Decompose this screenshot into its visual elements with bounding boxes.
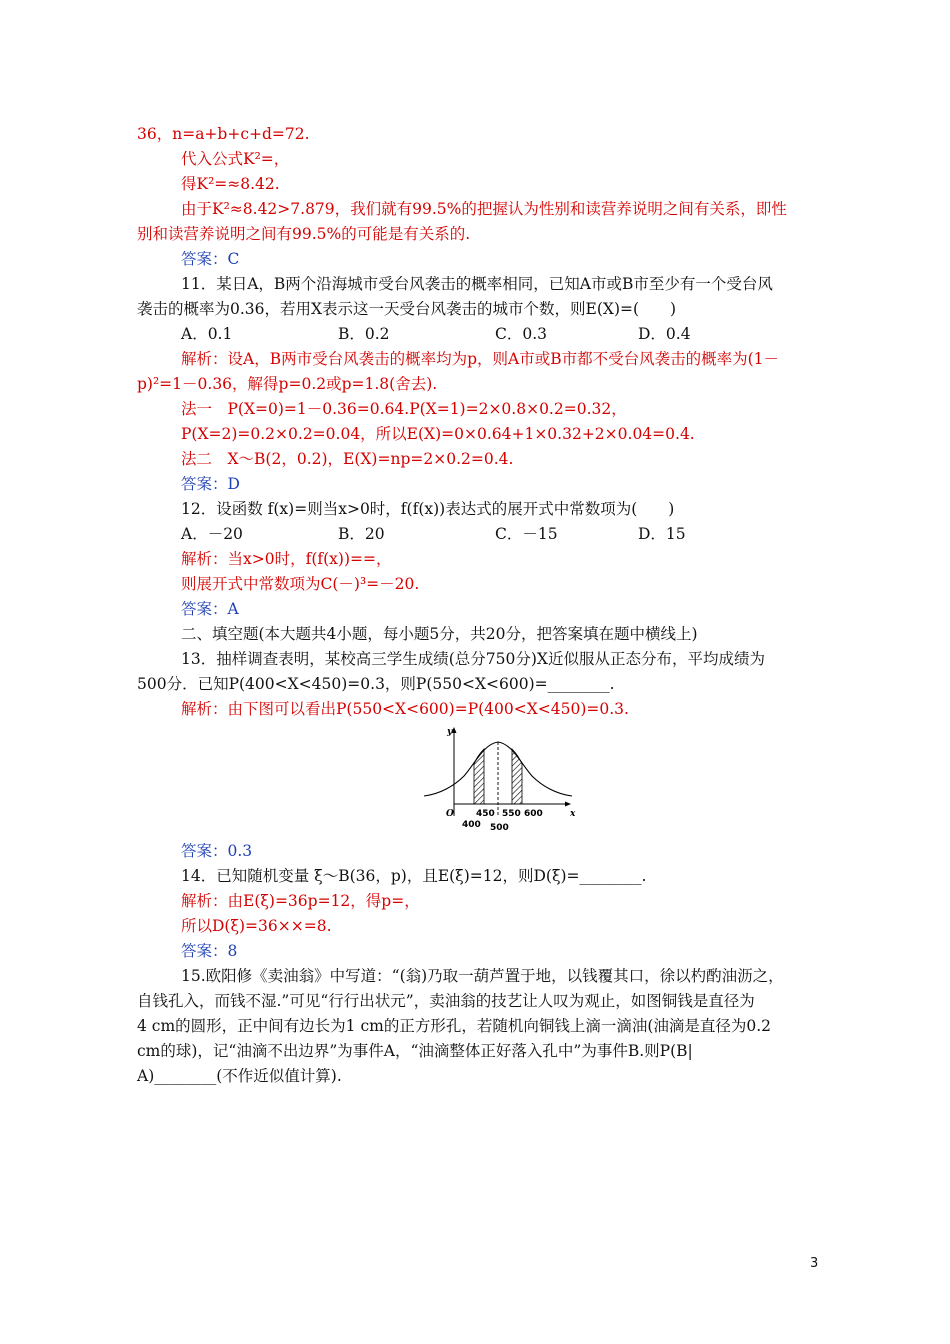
text-line: 36，n=a+b+c+d=72. (137, 125, 310, 143)
question-13: 13．抽样调查表明，某校高三学生成绩(总分750分)X近似服从正态分布，平均成绩为 (181, 650, 765, 668)
text-line: A)________(不作近似值计算). (137, 1067, 342, 1085)
solution-line: 解析：当x>0时，f(f(x))==， (181, 550, 392, 568)
x-axis-arrow (565, 802, 571, 807)
y-axis-label: y (447, 727, 453, 737)
text-line: 由于K²≈8.42>7.879，我们就有99.5%的把握认为性别和读营养说明之间有关系，即性 (181, 200, 787, 218)
text-line: 法一 P(X=0)=1－0.36=0.64.P(X=1)=2×0.8×0.2=0.32， (181, 400, 627, 418)
question-11: 11．某日A，B两个沿海城市受台风袭击的概率相同，已知A市或B市至少有一个受台风 (181, 275, 773, 293)
option-c: C．0.3 (495, 325, 548, 343)
text-line: p)²=1－0.36，解得p=0.2或p=1.8(舍去). (137, 375, 438, 393)
text-line: 则展开式中常数项为C(－)³=－20. (181, 575, 420, 593)
tick-label-600: 600 (524, 809, 543, 819)
option-c: C．－15 (495, 525, 558, 543)
answer-line: 答案：8 (181, 942, 238, 960)
tick-label-500: 500 (490, 823, 509, 833)
text-line: cm的球)，记“油滴不出边界”为事件A，“油滴整体正好落入孔中”为事件B.则P(B| (137, 1042, 693, 1060)
page-number: 3 (810, 1256, 819, 1271)
question-15: 15.欧阳修《卖油翁》中写道：“(翁)乃取一葫芦置于地，以钱覆其口，徐以杓酌油沥之， (181, 967, 784, 985)
y-axis-arrow (452, 727, 457, 733)
question-14: 14．已知随机变量 ξ～B(36，p)，且E(ξ)=12，则D(ξ)=________. (181, 867, 647, 885)
section-heading: 二、填空题(本大题共4小题，每小题5分，共20分，把答案填在题中横线上) (181, 625, 698, 643)
x-axis-label: x (570, 809, 576, 819)
option-a: A．0.1 (181, 325, 233, 343)
question-12: 12．设函数 f(x)=则当x>0时，f(f(x))表达式的展开式中常数项为( ) (181, 500, 675, 518)
option-d: D．0.4 (638, 325, 691, 343)
text-line: 别和读营养说明之间有99.5%的可能是有关系的. (137, 225, 471, 243)
shaded-region-right (512, 749, 522, 804)
option-b: B．0.2 (338, 325, 390, 343)
normal-curve-figure (418, 724, 578, 836)
text-line: 法二 X～B(2，0.2)，E(X)=np=2×0.2=0.4. (181, 450, 514, 468)
option-d: D．15 (638, 525, 686, 543)
solution-line: 解析：设A，B两市受台风袭击的概率均为p，则A市或B市都不受台风袭击的概率为(1－ (181, 350, 780, 368)
tick-label-450: 450 (476, 809, 495, 819)
solution-line: 解析：由下图可以看出P(550<X<600)=P(400<X<450)=0.3. (181, 700, 629, 718)
text-line: 袭击的概率为0.36，若用X表示这一天受台风袭击的城市个数，则E(X)=( ) (137, 300, 677, 318)
tick-label-550: 550 (502, 809, 521, 819)
answer-line: 答案：A (181, 600, 239, 618)
answer-line: 答案：C (181, 250, 240, 268)
answer-line: 答案：0.3 (181, 842, 253, 860)
shaded-region-left (474, 749, 484, 804)
text-line: 自钱孔入，而钱不湿.”可见“行行出状元”，卖油翁的技艺让人叹为观止，如图铜钱是直径为 (137, 992, 755, 1010)
solution-line: 解析：由E(ξ)=36p=12，得p=， (181, 892, 420, 910)
text-line: 500分．已知P(400<X<450)=0.3，则P(550<X<600)=________. (137, 675, 615, 693)
text-line: P(X=2)=0.2×0.2=0.04，所以E(X)=0×0.64+1×0.32+2×0.04=0.4. (181, 425, 695, 443)
answer-line: 答案：D (181, 475, 240, 493)
text-line: 代入公式K²=， (181, 150, 290, 168)
text-line: 4 cm的圆形，正中间有边长为1 cm的正方形孔，若随机向铜钱上滴一滴油(油滴是直径为0.2 (137, 1017, 772, 1035)
text-line: 所以D(ξ)=36××=8. (181, 917, 332, 935)
tick-label-400: 400 (462, 820, 481, 830)
origin-label: O (446, 809, 454, 819)
text-line: 得K²=≈8.42. (181, 175, 280, 193)
option-b: B．20 (338, 525, 385, 543)
option-a: A．－20 (181, 525, 243, 543)
